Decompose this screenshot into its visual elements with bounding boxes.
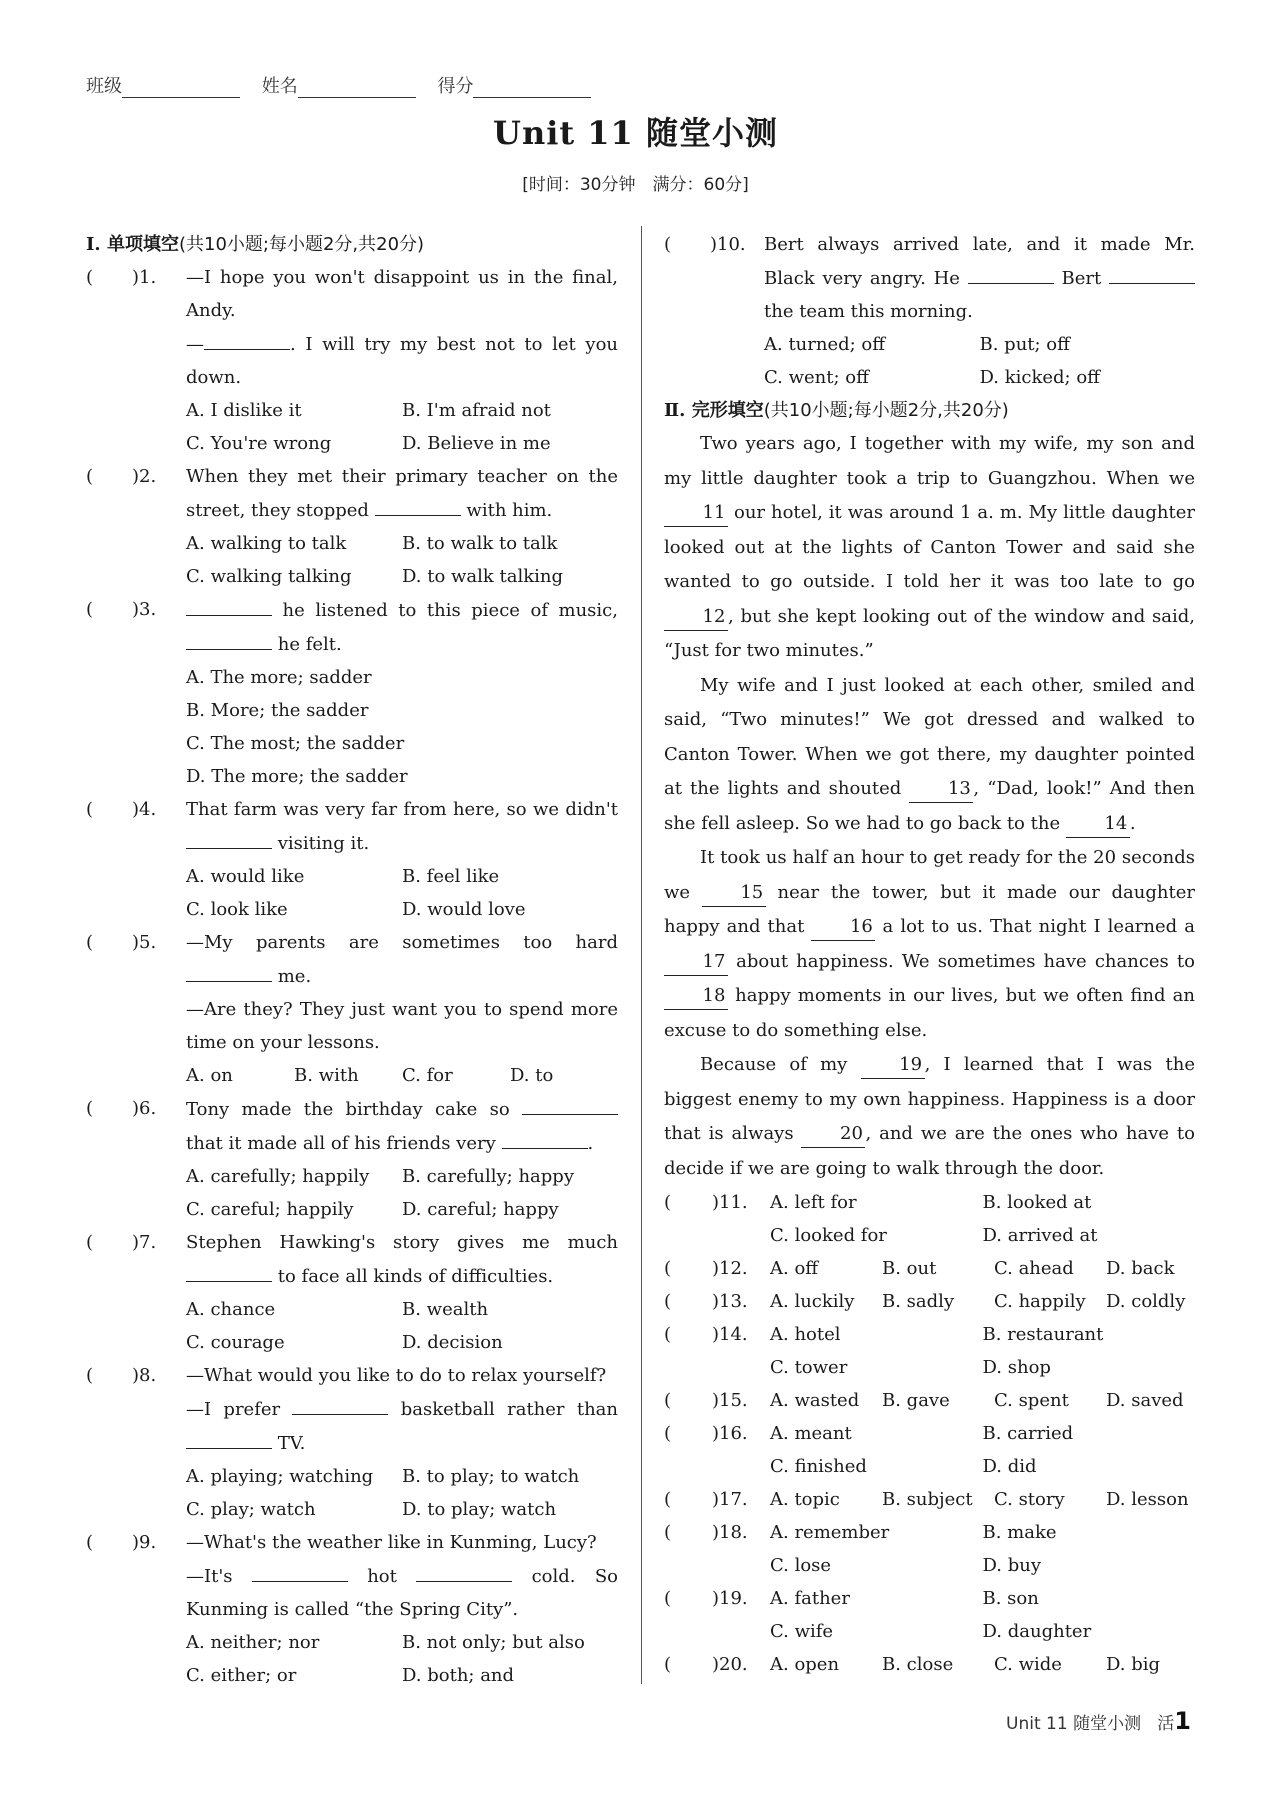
question-7: ( )7. Stephen Hawking's story gives me much to face all kinds of difficulties. A. chance B. wealth C. courage D. decision: [86, 1226, 618, 1359]
answer-blank[interactable]: [252, 1559, 348, 1582]
answer-blank[interactable]: [204, 327, 290, 350]
question-1: ( )1. —I hope you won't disappoint us in the final, Andy. — . I will try my best not to let you down. A. I dislike it B. I'm afraid not C. You're wrong D. Believe in me: [86, 261, 618, 460]
option[interactable]: A. The more; sadder: [186, 667, 372, 688]
answer-blank[interactable]: [186, 593, 272, 616]
question-stem: That farm was very far from here, so we didn't visiting it.: [186, 799, 618, 854]
option[interactable]: C. happily: [994, 1291, 1086, 1312]
options: [764, 361, 1195, 394]
options: [770, 1186, 1195, 1219]
name-blank[interactable]: [298, 79, 416, 98]
option[interactable]: D. to: [510, 1065, 554, 1086]
option[interactable]: D. decision: [402, 1332, 503, 1353]
name-field: 姓名: [262, 72, 416, 98]
option[interactable]: C. play; watch: [186, 1499, 316, 1520]
option[interactable]: B. not only; but also: [402, 1632, 585, 1653]
options: [770, 1351, 1195, 1384]
option[interactable]: C. careful; happily: [186, 1199, 354, 1220]
answer-blank[interactable]: [522, 1092, 618, 1115]
option[interactable]: D. would love: [402, 899, 526, 920]
option[interactable]: A. topic: [770, 1489, 840, 1510]
question-stem: Stephen Hawking's story gives me much to face all kinds of difficulties.: [186, 1232, 618, 1287]
right-column: [664, 228, 1195, 1681]
option[interactable]: C. wide: [994, 1654, 1062, 1675]
question-stem: —I hope you won't disappoint us in the final, Andy.: [186, 267, 618, 321]
blank-16[interactable]: 16: [811, 914, 875, 941]
option[interactable]: A. turned; off: [764, 334, 886, 355]
options: [186, 394, 618, 427]
option[interactable]: B. wealth: [402, 1299, 489, 1320]
option[interactable]: A. neither; nor: [186, 1632, 320, 1653]
options: [770, 1285, 1195, 1318]
option[interactable]: D. back: [1106, 1258, 1175, 1279]
options: [186, 527, 618, 560]
option[interactable]: C. finished: [770, 1456, 867, 1477]
option[interactable]: B. put; off: [979, 334, 1070, 355]
option[interactable]: B. subject: [882, 1489, 973, 1510]
option[interactable]: B. More; the sadder: [186, 700, 369, 721]
options: [770, 1483, 1195, 1516]
option[interactable]: D. to walk talking: [402, 566, 564, 587]
options: [186, 1293, 618, 1326]
option[interactable]: C. story: [994, 1489, 1065, 1510]
option[interactable]: C. walking talking: [186, 566, 352, 587]
blank-15[interactable]: 15: [702, 880, 766, 907]
question-5: ( )5. —My parents are sometimes too hard me. —Are they? They just want you to spend more time on your lessons. A. on B. with C. for D. to: [86, 926, 618, 1092]
options: [764, 328, 1195, 361]
question-15: ( )15. A. wasted B. gave C. spent D. saved: [664, 1384, 1195, 1417]
question-stem: When they met their primary teacher on the street, they stopped with him.: [186, 466, 618, 521]
option[interactable]: B. with: [294, 1065, 359, 1086]
answer-blank[interactable]: [502, 1126, 588, 1149]
score-field: 得分: [437, 72, 591, 98]
question-2: ( )2. When they met their primary teacher on the street, they stopped with him. A. walking to talk B. to walk to talk C. walking talking D. to walk talking: [86, 460, 618, 593]
time-score-info: [时间：30分钟 满分：60分]: [522, 175, 749, 195]
option[interactable]: C. either; or: [186, 1665, 297, 1686]
option[interactable]: B. carefully; happy: [402, 1166, 575, 1187]
question-stem: Tony made the birthday cake so that it made all of his friends very .: [186, 1092, 618, 1160]
blank-14[interactable]: 14: [1066, 811, 1130, 838]
option[interactable]: A. chance: [186, 1299, 276, 1320]
option[interactable]: B. looked at: [982, 1192, 1092, 1213]
option[interactable]: D. careful; happy: [402, 1199, 559, 1220]
options: [186, 1059, 618, 1092]
option[interactable]: B. sadly: [882, 1291, 955, 1312]
option[interactable]: C. spent: [994, 1390, 1069, 1411]
question-stem: —My parents are sometimes too hard me.: [186, 932, 618, 987]
answer-blank[interactable]: [292, 1392, 388, 1415]
option[interactable]: D. buy: [982, 1555, 1042, 1576]
question-13: ( )13. A. luckily B. sadly C. happily D. coldly: [664, 1285, 1195, 1318]
option[interactable]: B. close: [882, 1654, 954, 1675]
question-11: ( )11. A. left for B. looked at C. looked for D. arrived at: [664, 1186, 1195, 1252]
question-stem: —I prefer basketball rather than TV.: [186, 1392, 618, 1460]
option[interactable]: D. daughter: [982, 1621, 1092, 1642]
answer-blank[interactable]: [1109, 261, 1195, 284]
blank-12[interactable]: 12: [664, 604, 728, 631]
page-title: Unit 11 随堂小测: [493, 114, 778, 152]
question-16: ( )16. A. meant B. carried C. finished D. did: [664, 1417, 1195, 1483]
question-stem: — . I will try my best not to let you down.: [186, 327, 618, 394]
option[interactable]: A. playing; watching: [186, 1466, 374, 1487]
cloze-passage: [664, 427, 1195, 1186]
option[interactable]: B. I'm afraid not: [402, 400, 551, 421]
option[interactable]: A. off: [770, 1258, 819, 1279]
option[interactable]: C. look like: [186, 899, 288, 920]
answer-blank[interactable]: [375, 493, 461, 516]
question-12: ( )12. A. off B. out C. ahead D. back: [664, 1252, 1195, 1285]
option[interactable]: B. son: [982, 1588, 1039, 1609]
question-3: ( )3. he listened to this piece of music, he felt. A. The more; sadder B. More; the sadder C. The most; the sadder D. The more; the sadder: [86, 593, 618, 793]
options: [770, 1582, 1195, 1615]
answer-blank[interactable]: [186, 1259, 272, 1282]
option[interactable]: B. carried: [982, 1423, 1074, 1444]
question-stem: —Are they? They just want you to spend more time on your lessons.: [186, 999, 618, 1053]
option[interactable]: D. both; and: [402, 1665, 515, 1686]
option[interactable]: B. restaurant: [982, 1324, 1104, 1345]
option[interactable]: B. to play; to watch: [402, 1466, 580, 1487]
left-column: [86, 228, 618, 1692]
option[interactable]: C. You're wrong: [186, 433, 332, 454]
option[interactable]: A. meant: [770, 1423, 852, 1444]
option[interactable]: A. left for: [770, 1192, 857, 1213]
answer-blank[interactable]: [186, 1426, 272, 1449]
options: [770, 1219, 1195, 1252]
option[interactable]: A. remember: [770, 1522, 890, 1543]
option[interactable]: A. father: [770, 1588, 850, 1609]
section2-heading: Ⅱ. 完形填空(共10小题;每小题2分,共20分): [664, 400, 1009, 421]
option[interactable]: D. lesson: [1106, 1489, 1189, 1510]
blank-18[interactable]: 18: [664, 983, 728, 1010]
option[interactable]: D. did: [982, 1456, 1037, 1477]
question-stem: Bert always arrived late, and it made Mr. Black very angry. He Bert the team this morning.: [764, 234, 1195, 322]
option[interactable]: A. hotel: [770, 1324, 841, 1345]
question-stem: —It's hot cold. So Kunming is called “the Spring City”.: [186, 1559, 618, 1626]
options: [770, 1252, 1195, 1285]
question-6: ( )6. Tony made the birthday cake so that it made all of his friends very . A. carefully; happily B. carefully; happy C. careful; happily D. careful; happy: [86, 1092, 618, 1226]
option[interactable]: A. would like: [186, 866, 305, 887]
option[interactable]: A. on: [186, 1065, 233, 1086]
question-stem: he listened to this piece of music, he felt.: [186, 593, 618, 661]
options: [770, 1516, 1195, 1549]
question-9: ( )9. —What's the weather like in Kunming, Lucy? —It's hot cold. So Kunming is called “the Spring City”. A. neither; nor B. not only; but also C. either; or D. both; and: [86, 1526, 618, 1692]
options: [770, 1549, 1195, 1582]
options: [770, 1384, 1195, 1417]
blank-11[interactable]: 11: [664, 500, 728, 527]
question-19: ( )19. A. father B. son C. wife D. daughter: [664, 1582, 1195, 1648]
option[interactable]: A. wasted: [770, 1390, 860, 1411]
options: [186, 560, 618, 593]
option[interactable]: B. gave: [882, 1390, 950, 1411]
question-18: ( )18. A. remember B. make C. lose D. buy: [664, 1516, 1195, 1582]
options: [770, 1615, 1195, 1648]
option[interactable]: C. tower: [770, 1357, 848, 1378]
question-stem: —What would you like to do to relax yourself?: [186, 1365, 607, 1386]
option[interactable]: D. arrived at: [982, 1225, 1098, 1246]
option[interactable]: D. to play; watch: [402, 1499, 557, 1520]
options: [186, 1460, 618, 1493]
question-stem: —What's the weather like in Kunming, Lucy?: [186, 1532, 597, 1553]
options: [186, 1193, 618, 1226]
options: [770, 1648, 1195, 1681]
option[interactable]: A. carefully; happily: [186, 1166, 370, 1187]
option[interactable]: B. out: [882, 1258, 937, 1279]
option[interactable]: D. coldly: [1106, 1291, 1186, 1312]
option[interactable]: D. The more; the sadder: [186, 766, 408, 787]
answer-blank[interactable]: [968, 261, 1054, 284]
question-4: ( )4. That farm was very far from here, so we didn't visiting it. A. would like B. feel like C. look like D. would love: [86, 793, 618, 926]
option[interactable]: A. open: [770, 1654, 840, 1675]
option[interactable]: A. I dislike it: [186, 400, 302, 421]
column-divider: [641, 226, 642, 1684]
options: [186, 1626, 618, 1659]
class-field: 班级: [86, 72, 240, 98]
option[interactable]: B. make: [982, 1522, 1057, 1543]
page-footer: [1006, 1707, 1191, 1735]
options: [186, 1659, 618, 1692]
options: [186, 427, 618, 460]
answer-blank[interactable]: [186, 627, 272, 650]
option[interactable]: C. went; off: [764, 367, 869, 388]
blank-20[interactable]: 20: [801, 1121, 865, 1148]
passage-paragraph-4: Because of my 19 , I learned that I was the biggest enemy to my own happiness. Happiness is a door that is always 20 , and we are the ones who have to decide if we are going to walk through the door.: [664, 1054, 1195, 1179]
passage-paragraph-3: It took us half an hour to get ready for the 20 seconds we 15 near the tower, but it made our daughter happy and that 16 a lot to us. That night I learned a 17 about happiness. We sometimes have chances to 18 happy moments in our lives, but we often find an excuse to do something else.: [664, 847, 1195, 1041]
question-20: ( )20. A. open B. close C. wide D. big: [664, 1648, 1195, 1681]
options: [186, 1493, 618, 1526]
section1-heading: Ⅰ. 单项填空(共10小题;每小题2分,共20分): [86, 234, 425, 255]
question-8: ( )8. —What would you like to do to relax yourself? —I prefer basketball rather than TV. A. playing; watching B. to play; to watch C. play; watch D. to play; watch: [86, 1359, 618, 1526]
passage-paragraph-2: My wife and I just looked at each other, smiled and said, “Two minutes!” We got dressed and walked to Canton Tower. When we got there, my daughter pointed at the lights and shouted 13 , “Dad, look!” And then she fell asleep. So we had to go back to the 14 .: [664, 669, 1195, 842]
options: [770, 1417, 1195, 1450]
options: [186, 860, 618, 893]
answer-blank[interactable]: [416, 1559, 512, 1582]
option[interactable]: D. kicked; off: [979, 367, 1100, 388]
option[interactable]: A. luckily: [770, 1291, 855, 1312]
blank-13[interactable]: 13: [909, 776, 973, 803]
question-17: ( )17. A. topic B. subject C. story D. lesson: [664, 1483, 1195, 1516]
footer-unit-title: Unit 11 随堂小测: [1006, 1714, 1142, 1734]
options: [770, 1450, 1195, 1483]
option[interactable]: D. saved: [1106, 1390, 1184, 1411]
option[interactable]: C. looked for: [770, 1225, 887, 1246]
option[interactable]: B. to walk to talk: [402, 533, 558, 554]
option[interactable]: C. wife: [770, 1621, 834, 1642]
answer-blank[interactable]: [186, 959, 272, 982]
student-info-line: [86, 72, 607, 98]
score-blank[interactable]: [473, 79, 591, 98]
option[interactable]: C. courage: [186, 1332, 285, 1353]
option[interactable]: B. feel like: [402, 866, 500, 887]
options: [770, 1318, 1195, 1351]
blank-19[interactable]: 19: [861, 1052, 925, 1079]
footer-label: 活: [1157, 1714, 1175, 1734]
option[interactable]: D. shop: [982, 1357, 1051, 1378]
question-14: ( )14. A. hotel B. restaurant C. tower D. shop: [664, 1318, 1195, 1384]
page-number: 1: [1174, 1707, 1191, 1735]
option[interactable]: D. big: [1106, 1654, 1161, 1675]
option[interactable]: D. Believe in me: [402, 433, 551, 454]
class-blank[interactable]: [122, 79, 240, 98]
option[interactable]: C. for: [402, 1065, 453, 1086]
option[interactable]: C. lose: [770, 1555, 832, 1576]
option[interactable]: C. The most; the sadder: [186, 733, 405, 754]
passage-paragraph-1: Two years ago, I together with my wife, my son and my little daughter took a trip to Guangzhou. When we 11 our hotel, it was around 1 a. m. My little daughter looked out at the lights of Canton Tower and said she wanted to go outside. I told her it was too late to go 12 , but she kept looking out of the window and said, “Just for two minutes.”: [664, 433, 1195, 661]
options: [186, 1326, 618, 1359]
answer-blank[interactable]: [186, 826, 272, 849]
question-10: ( )10. Bert always arrived late, and it made Mr. Black very angry. He Bert the team this morning. A. turned; off B. put; off C. went; off D. kicked; off: [664, 228, 1195, 394]
options: [186, 1160, 618, 1193]
option[interactable]: A. walking to talk: [186, 533, 347, 554]
options: [186, 893, 618, 926]
blank-17[interactable]: 17: [664, 949, 728, 976]
option[interactable]: C. ahead: [994, 1258, 1074, 1279]
